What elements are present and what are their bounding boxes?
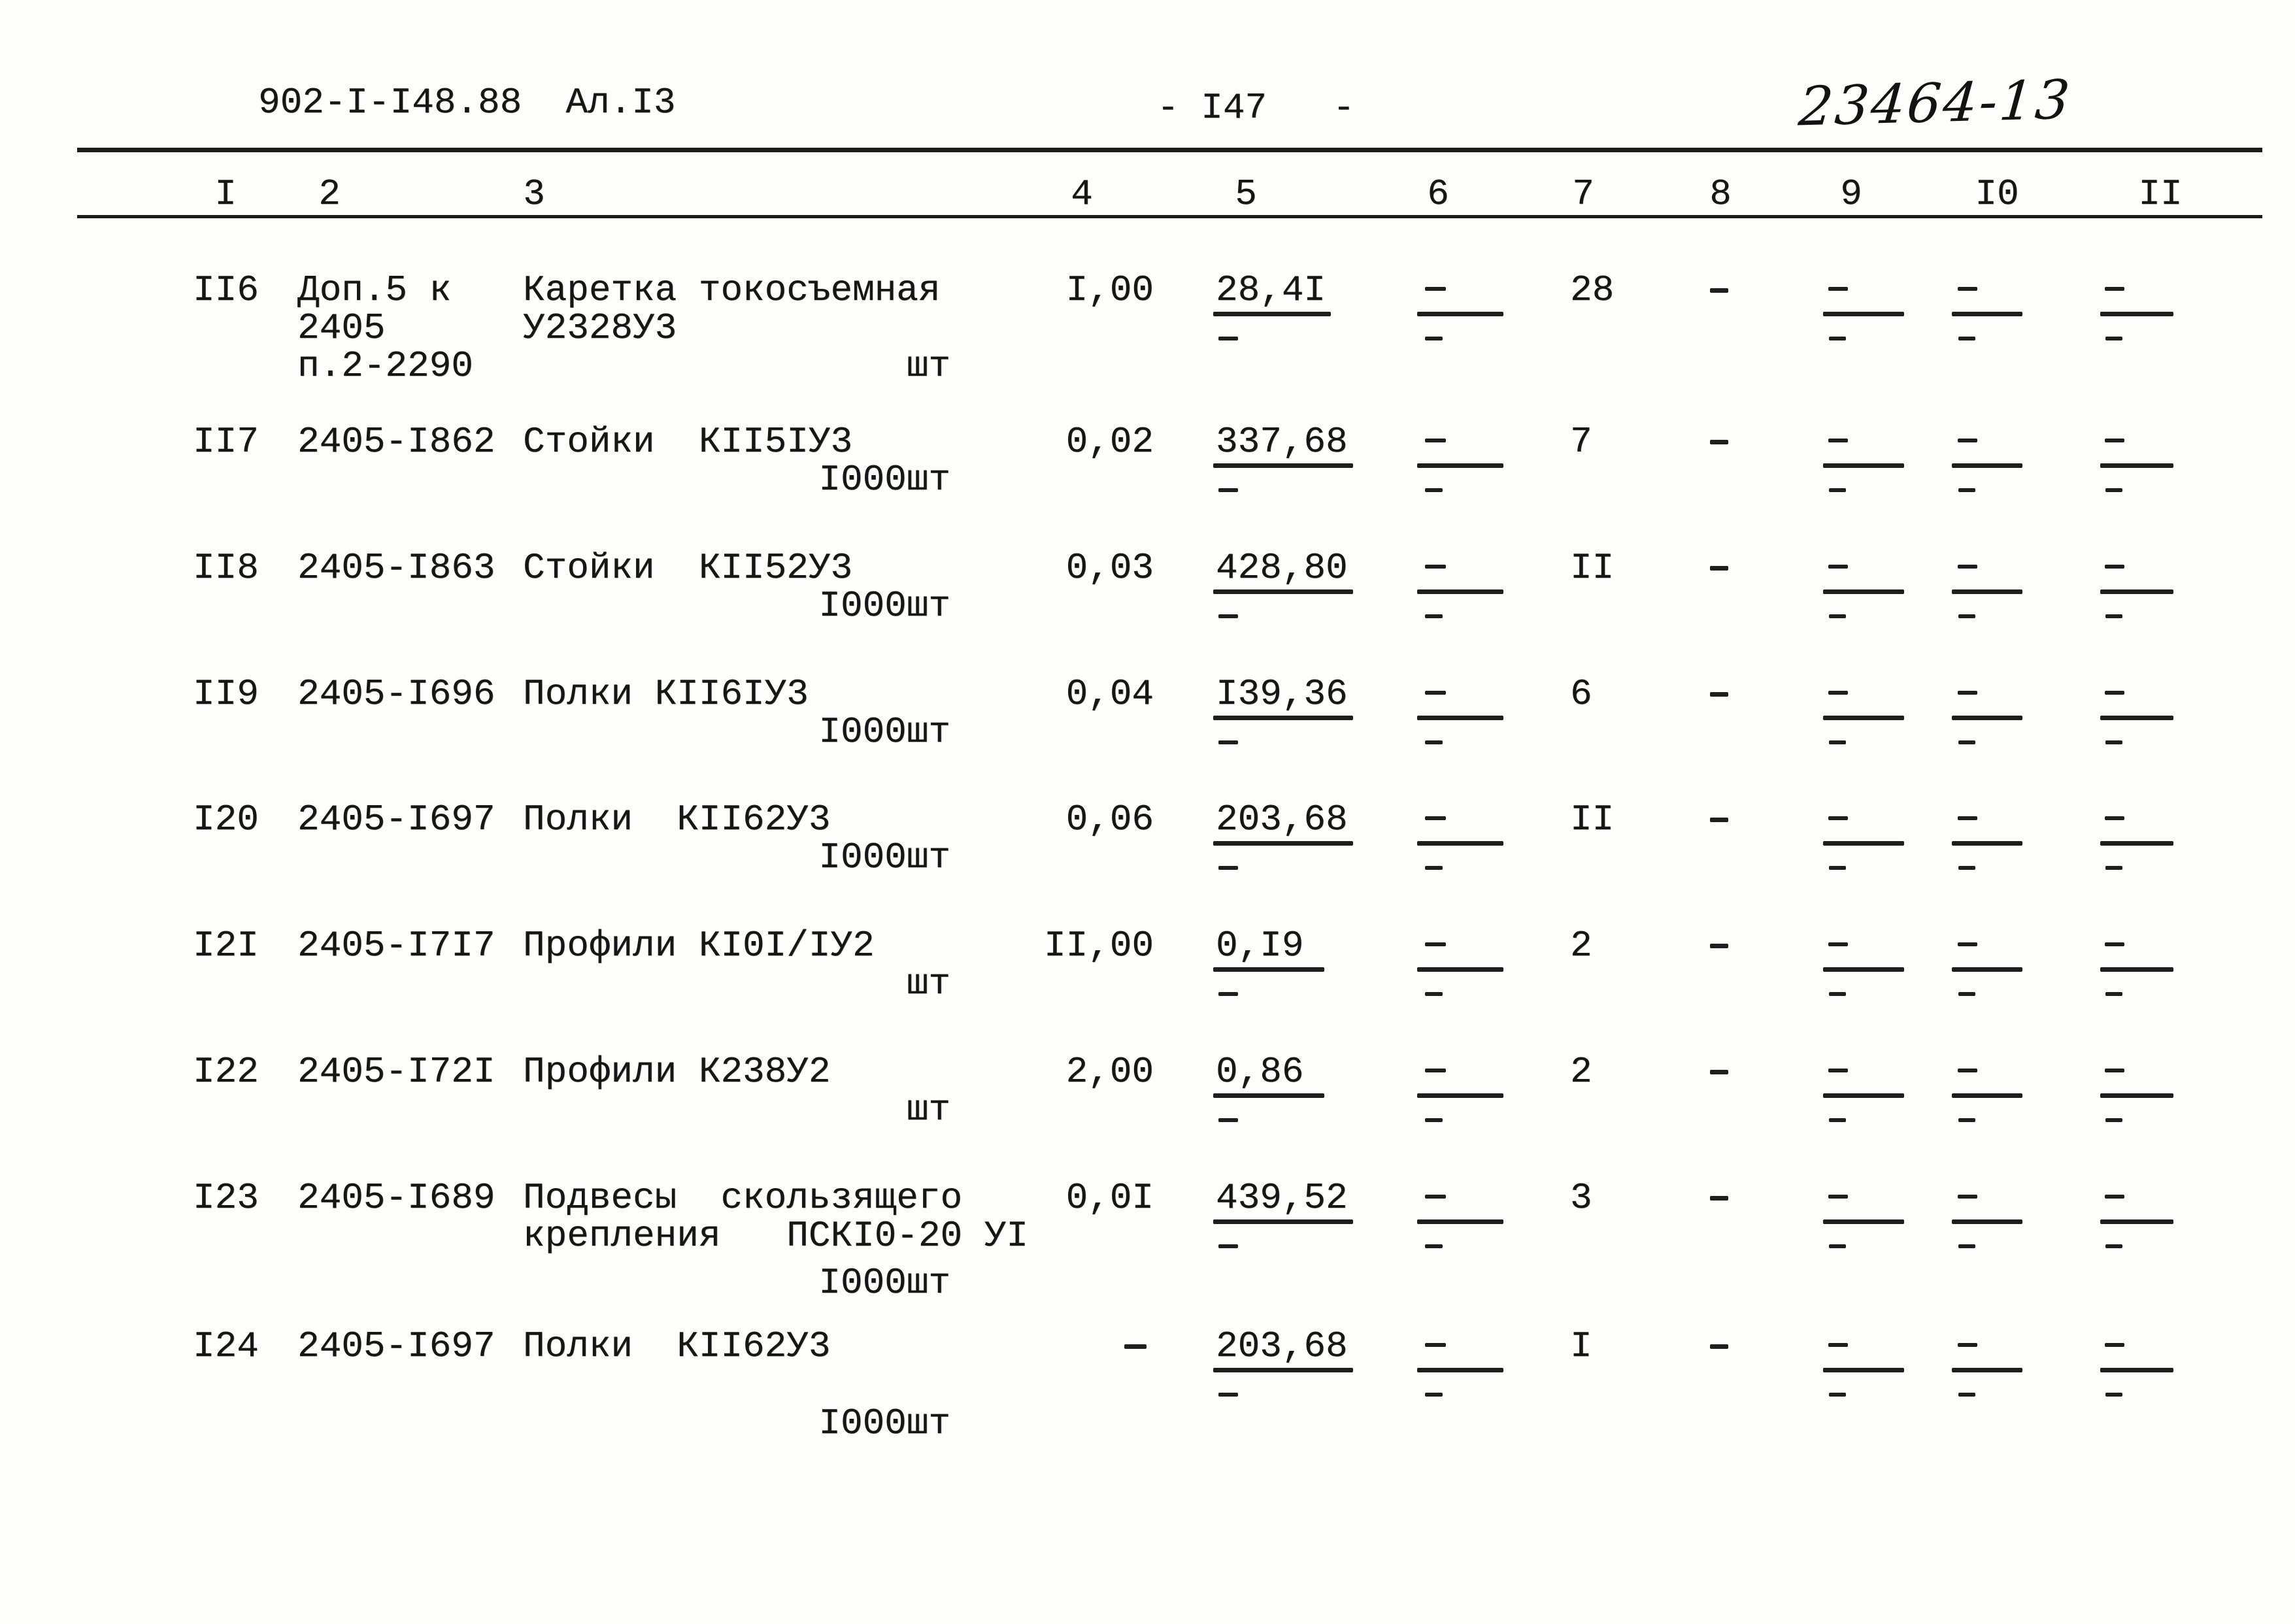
page-number: - I47 - xyxy=(1157,87,1355,129)
col8-dash xyxy=(1710,1344,1728,1349)
item-name-line: Стойки КII5IУ3 xyxy=(523,421,853,463)
col10-dash-bottom xyxy=(1958,740,1975,744)
col10-dash-bottom xyxy=(1958,488,1975,492)
col10-dash-bottom xyxy=(1958,1244,1975,1248)
col6-dash-rule xyxy=(1417,967,1503,972)
item-name-line: Стойки КII52У3 xyxy=(523,547,853,589)
col11-dash-rule xyxy=(2100,1219,2173,1224)
col11-dash-top xyxy=(2105,942,2124,946)
col11-dash-bottom xyxy=(2105,1244,2122,1248)
item-name-line: Полки КII62У3 xyxy=(523,1325,831,1367)
unit-of-measure: шт xyxy=(906,345,950,387)
col11-dash-bottom xyxy=(2105,1118,2122,1122)
price-denominator-dash xyxy=(1218,866,1238,870)
col10-dash-rule xyxy=(1952,589,2022,594)
col9-dash-rule xyxy=(1823,967,1904,972)
col11-dash-bottom xyxy=(2105,992,2122,996)
quantity: 0,03 xyxy=(1065,547,1154,589)
price-value: 28,4I xyxy=(1216,269,1326,311)
col10-dash-rule xyxy=(1952,716,2022,720)
col10-dash-top xyxy=(1958,691,1977,695)
col11-dash-top xyxy=(2105,816,2124,820)
col10-dash-bottom xyxy=(1958,1118,1975,1122)
quantity: I,00 xyxy=(1065,269,1154,311)
item-name-line: Полки КII6IУ3 xyxy=(523,673,809,715)
col9-dash-top xyxy=(1828,1195,1848,1199)
count-value: 7 xyxy=(1570,421,1592,463)
row-number: I23 xyxy=(193,1177,259,1219)
unit-of-measure: I000шт xyxy=(818,1262,950,1304)
col8-dash xyxy=(1710,566,1728,571)
col10-dash-rule xyxy=(1952,967,2022,972)
handwritten-stamp: 23464-13 xyxy=(1796,69,2074,139)
row-number: II6 xyxy=(193,269,259,311)
col9-dash-rule xyxy=(1823,589,1904,594)
col9-dash-bottom xyxy=(1829,1393,1846,1397)
count-value: 3 xyxy=(1570,1177,1592,1219)
col9-dash-bottom xyxy=(1829,866,1846,870)
column-header-7: 7 xyxy=(1572,173,1594,215)
col8-dash xyxy=(1710,1070,1728,1074)
col10-dash-top xyxy=(1958,565,1977,569)
col6-dash-rule xyxy=(1417,1093,1503,1098)
count-value: I xyxy=(1570,1325,1592,1367)
col9-dash-top xyxy=(1828,942,1848,946)
price-value: 0,I9 xyxy=(1216,925,1304,967)
col11-dash-top xyxy=(2105,439,2124,442)
count-value: II xyxy=(1570,547,1615,589)
unit-of-measure: I000шт xyxy=(818,585,950,627)
price-denominator-dash xyxy=(1218,614,1238,618)
col11-dash-top xyxy=(2105,1195,2124,1199)
column-header-8: 8 xyxy=(1709,173,1732,215)
col6-dash-top xyxy=(1425,816,1446,820)
col11-dash-top xyxy=(2105,1343,2124,1347)
col6-dash-top xyxy=(1425,1195,1446,1199)
col9-dash-top xyxy=(1828,1343,1848,1347)
item-name-line: Подвесы скользящего xyxy=(523,1177,963,1219)
column-header-I: I xyxy=(214,173,237,215)
col6-dash-bottom xyxy=(1425,1118,1443,1122)
col11-dash-bottom xyxy=(2105,740,2122,744)
column-header-II: II xyxy=(2138,173,2183,215)
col9-dash-bottom xyxy=(1829,992,1846,996)
col11-dash-bottom xyxy=(2105,866,2122,870)
col6-dash-rule xyxy=(1417,589,1503,594)
doc-code-line: 2405 xyxy=(297,307,386,349)
doc-code-line: 2405-I862 xyxy=(297,421,495,463)
price-value: I39,36 xyxy=(1216,673,1348,715)
col11-dash-rule xyxy=(2100,312,2173,316)
col6-dash-rule xyxy=(1417,463,1503,468)
price-value: 337,68 xyxy=(1216,421,1348,463)
col10-dash-top xyxy=(1958,439,1977,442)
col6-dash-top xyxy=(1425,565,1446,569)
price-denominator-dash xyxy=(1218,488,1238,492)
col9-dash-bottom xyxy=(1829,740,1846,744)
item-name-line: Профили КI0I/IУ2 xyxy=(523,925,875,967)
col10-dash-bottom xyxy=(1958,614,1975,618)
col9-dash-bottom xyxy=(1829,1244,1846,1248)
col8-dash xyxy=(1710,944,1728,948)
doc-code-line: 2405-I863 xyxy=(297,547,495,589)
header-rule-bottom xyxy=(77,215,2262,218)
price-value: 439,52 xyxy=(1216,1177,1348,1219)
col11-dash-bottom xyxy=(2105,1393,2122,1397)
unit-of-measure: шт xyxy=(906,963,950,1004)
column-header-2: 2 xyxy=(318,173,341,215)
col6-dash-bottom xyxy=(1425,992,1443,996)
quantity: 0,0I xyxy=(1065,1177,1154,1219)
price-underline xyxy=(1213,463,1353,468)
col9-dash-top xyxy=(1828,287,1848,291)
price-underline xyxy=(1213,1093,1324,1098)
column-header-3: 3 xyxy=(523,173,545,215)
price-denominator-dash xyxy=(1218,1244,1238,1248)
col8-dash xyxy=(1710,288,1728,293)
unit-of-measure: I000шт xyxy=(818,837,950,878)
row-number: I24 xyxy=(193,1325,259,1367)
col10-dash-rule xyxy=(1952,312,2022,316)
count-value: 28 xyxy=(1570,269,1615,311)
qty-dash xyxy=(1124,1344,1147,1349)
col6-dash-top xyxy=(1425,942,1446,946)
col9-dash-rule xyxy=(1823,312,1904,316)
col9-dash-top xyxy=(1828,439,1848,442)
col6-dash-top xyxy=(1425,1069,1446,1072)
document-number: 902-I-I48.88 Ал.I3 xyxy=(258,82,676,124)
item-name-line: крепления ПСКI0-20 УI xyxy=(523,1215,1028,1257)
quantity: II,00 xyxy=(1043,925,1154,967)
row-number: II9 xyxy=(193,673,259,715)
doc-code-line: Доп.5 к xyxy=(297,269,452,311)
price-underline xyxy=(1213,716,1353,720)
quantity: 0,06 xyxy=(1065,799,1154,840)
col10-dash-bottom xyxy=(1958,337,1975,340)
doc-code-line: 2405-I697 xyxy=(297,799,495,840)
price-value: 428,80 xyxy=(1216,547,1348,589)
col8-dash xyxy=(1710,1196,1728,1201)
price-underline xyxy=(1213,967,1324,972)
quantity: 0,04 xyxy=(1065,673,1154,715)
col10-dash-rule xyxy=(1952,463,2022,468)
doc-code-line: 2405-I697 xyxy=(297,1325,495,1367)
col11-dash-top xyxy=(2105,691,2124,695)
col9-dash-rule xyxy=(1823,716,1904,720)
col9-dash-bottom xyxy=(1829,488,1846,492)
col11-dash-bottom xyxy=(2105,614,2122,618)
row-number: II8 xyxy=(193,547,259,589)
column-header-I0: I0 xyxy=(1975,173,2019,215)
doc-code-line: 2405-I72I xyxy=(297,1051,495,1093)
doc-code-line: 2405-I689 xyxy=(297,1177,495,1219)
price-denominator-dash xyxy=(1218,1393,1238,1397)
unit-of-measure: I000шт xyxy=(818,459,950,501)
col11-dash-rule xyxy=(2100,967,2173,972)
col6-dash-top xyxy=(1425,691,1446,695)
doc-code-line: 2405-I696 xyxy=(297,673,495,715)
column-header-6: 6 xyxy=(1427,173,1449,215)
col11-dash-top xyxy=(2105,565,2124,569)
col6-dash-top xyxy=(1425,287,1446,291)
price-denominator-dash xyxy=(1218,740,1238,744)
col9-dash-rule xyxy=(1823,1219,1904,1224)
row-number: I22 xyxy=(193,1051,259,1093)
col9-dash-rule xyxy=(1823,841,1904,846)
item-name-line: У2328У3 xyxy=(523,307,677,349)
col9-dash-top xyxy=(1828,691,1848,695)
col8-dash xyxy=(1710,692,1728,697)
col11-dash-bottom xyxy=(2105,488,2122,492)
column-header-9: 9 xyxy=(1840,173,1862,215)
price-denominator-dash xyxy=(1218,337,1238,340)
doc-code-line: п.2-2290 xyxy=(297,345,473,387)
col10-dash-top xyxy=(1958,287,1977,291)
col10-dash-top xyxy=(1958,816,1977,820)
unit-of-measure: шт xyxy=(906,1089,950,1131)
col11-dash-rule xyxy=(2100,589,2173,594)
item-name-line: Полки КII62У3 xyxy=(523,799,831,840)
price-value: 203,68 xyxy=(1216,799,1348,840)
col11-dash-rule xyxy=(2100,463,2173,468)
count-value: II xyxy=(1570,799,1615,840)
quantity: 0,02 xyxy=(1065,421,1154,463)
col6-dash-rule xyxy=(1417,1219,1503,1224)
col6-dash-bottom xyxy=(1425,488,1443,492)
col6-dash-rule xyxy=(1417,312,1503,316)
col9-dash-bottom xyxy=(1829,1118,1846,1122)
col11-dash-rule xyxy=(2100,841,2173,846)
col6-dash-bottom xyxy=(1425,1393,1443,1397)
col6-dash-rule xyxy=(1417,841,1503,846)
unit-of-measure: I000шт xyxy=(818,1402,950,1444)
col8-dash xyxy=(1710,818,1728,822)
col10-dash-rule xyxy=(1952,841,2022,846)
col10-dash-bottom xyxy=(1958,866,1975,870)
col10-dash-bottom xyxy=(1958,992,1975,996)
price-value: 0,86 xyxy=(1216,1051,1304,1093)
col6-dash-bottom xyxy=(1425,614,1443,618)
col9-dash-rule xyxy=(1823,1368,1904,1372)
col6-dash-top xyxy=(1425,1343,1446,1347)
row-number: II7 xyxy=(193,421,259,463)
doc-code-line: 2405-I7I7 xyxy=(297,925,495,967)
row-number: I20 xyxy=(193,799,259,840)
price-denominator-dash xyxy=(1218,1118,1238,1122)
col6-dash-bottom xyxy=(1425,337,1443,340)
price-underline xyxy=(1213,589,1353,594)
header-rule-top xyxy=(77,148,2262,152)
col6-dash-bottom xyxy=(1425,1244,1443,1248)
col11-dash-rule xyxy=(2100,716,2173,720)
col6-dash-rule xyxy=(1417,1368,1503,1372)
col9-dash-bottom xyxy=(1829,337,1846,340)
col10-dash-rule xyxy=(1952,1219,2022,1224)
col10-dash-top xyxy=(1958,942,1977,946)
col11-dash-bottom xyxy=(2105,337,2122,340)
col9-dash-bottom xyxy=(1829,614,1846,618)
price-underline xyxy=(1213,841,1353,846)
col9-dash-rule xyxy=(1823,463,1904,468)
price-underline xyxy=(1213,312,1331,316)
column-header-5: 5 xyxy=(1235,173,1257,215)
price-denominator-dash xyxy=(1218,992,1238,996)
row-number: I2I xyxy=(193,925,259,967)
col10-dash-bottom xyxy=(1958,1393,1975,1397)
price-value: 203,68 xyxy=(1216,1325,1348,1367)
col6-dash-rule xyxy=(1417,716,1503,720)
col11-dash-top xyxy=(2105,1069,2124,1072)
col10-dash-rule xyxy=(1952,1093,2022,1098)
item-name-line: Каретка токосъемная xyxy=(523,269,941,311)
col10-dash-top xyxy=(1958,1195,1977,1199)
count-value: 2 xyxy=(1570,1051,1592,1093)
col11-dash-rule xyxy=(2100,1368,2173,1372)
count-value: 2 xyxy=(1570,925,1592,967)
col11-dash-top xyxy=(2105,287,2124,291)
price-underline xyxy=(1213,1368,1353,1372)
col11-dash-rule xyxy=(2100,1093,2173,1098)
col10-dash-top xyxy=(1958,1069,1977,1072)
item-name-line: Профили К238У2 xyxy=(523,1051,831,1093)
col10-dash-top xyxy=(1958,1343,1977,1347)
col10-dash-rule xyxy=(1952,1368,2022,1372)
col8-dash xyxy=(1710,440,1728,444)
col6-dash-bottom xyxy=(1425,866,1443,870)
col6-dash-bottom xyxy=(1425,740,1443,744)
price-underline xyxy=(1213,1219,1353,1224)
col9-dash-top xyxy=(1828,565,1848,569)
unit-of-measure: I000шт xyxy=(818,711,950,753)
count-value: 6 xyxy=(1570,673,1592,715)
column-header-4: 4 xyxy=(1071,173,1093,215)
col9-dash-rule xyxy=(1823,1093,1904,1098)
col6-dash-top xyxy=(1425,439,1446,442)
col9-dash-top xyxy=(1828,1069,1848,1072)
quantity: 2,00 xyxy=(1065,1051,1154,1093)
col9-dash-top xyxy=(1828,816,1848,820)
